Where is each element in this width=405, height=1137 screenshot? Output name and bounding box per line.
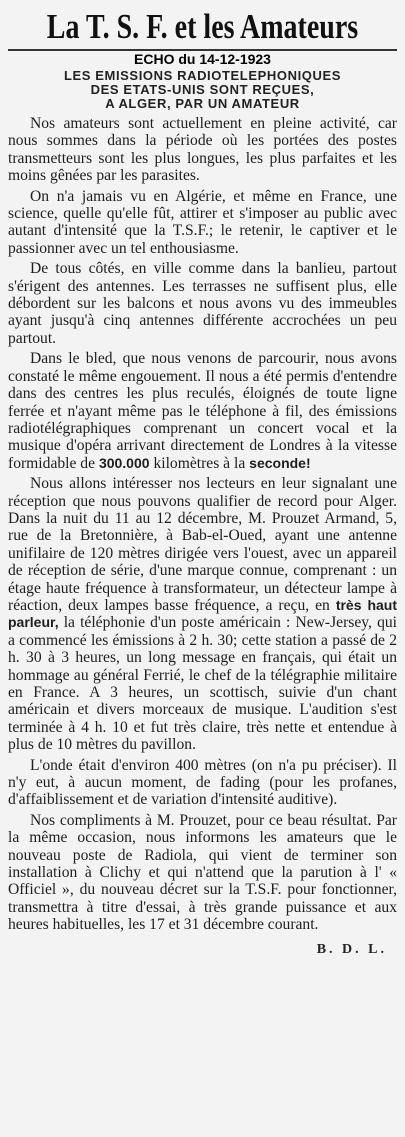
headline-line-2: DES ETATS-UNIS SONT REÇUES, [90, 82, 315, 97]
article-headline [8, 69, 397, 111]
paragraph-2: On n'a jamais vu en Algérie, et même en France, une science, quelle qu'elle fût, attirer et s'imposer au public avec autant d'intensité que la T.S.F.; le retenir, le captiver et le passionner avec un tel enthousiasme. [8, 187, 397, 257]
paragraph-6: L'onde était d'environ 400 mètres (on n'a pu préciser). Il n'y eut, à aucun moment, de fading (pour les profanes, d'affaiblissement et de variation d'intensité auditive). [8, 756, 397, 809]
masthead-title: La T. S. F. et les Amateurs [46, 7, 359, 46]
paragraph-4-text-a: Dans le bled, que nous venons de parcourir, nous avons constaté le même engouement. Il nous a été permis d'entendre dans des centres les plus reculés, éloignés de toute ligne ferrée et n'ayant même pas le téléphone à fil, des émissions radiotélégraphiques comprenant un concert vocal et la musique d'opéra arrivant directement de Londres à la vitesse formidable de [8, 350, 397, 472]
article-body [8, 115, 397, 934]
paragraph-7: Nos compliments à M. Prouzet, pour ce beau résultat. Par la même occasion, nous informons les amateurs que le nouveau poste de Radiola, qui vient de terminer son installation à Clichy et qui n'attend que la parution à l' « Officiel », du nouveau décret sur la T.S.F. pour fonctionner, transmettra à titre d'essai, à très grande puissance et aux heures habituelles, les 17 et 31 décembre courant. [8, 811, 397, 934]
loudspeaker-term: très haut parleur, [8, 596, 398, 631]
paragraph-1: Nos amateurs sont actuellement en pleine activité, car nous sommes dans la période où les portées des postes transmetteurs sont les plus longues, les plus parfaites et les moins gênées par les parasites. [8, 115, 397, 185]
paragraph-4 [8, 350, 397, 472]
speed-unit: seconde! [249, 454, 311, 471]
paragraph-3: De tous côtés, en ville comme dans la banlieu, partout s'érigent des antennes. Les terrasses ne suffisent plus, elle débordent sur les balcons et nous avons vu des immeubles ayant jusqu'à cinq antennes différente accrochées un peu partout. [8, 260, 397, 347]
dateline: ECHO du 14-12-1923 [134, 51, 271, 67]
paragraph-4-text-b: kilomètres à la [153, 454, 246, 472]
headline-line-1: LES EMISSIONS RADIOTELEPHONIQUES [63, 68, 342, 83]
headline-line-3: A ALGER, PAR UN AMATEUR [105, 96, 300, 111]
paragraph-5 [8, 475, 397, 754]
paragraph-5-text-b: la téléphonie d'un poste américain : New-Jersey, qui a commencé les émissions à 2 h. 30; cette station a passé de 2 h. 30 à 3 heures, un long message en français, qui était un hommage au général Ferrié, le chef de la télégraphie militaire en France. A 3 heures, un scottisch, suivie d'un chant américain et divers morceaux de musique. L'audition s'est terminée à 4 h. 10 et fut très claire, très nette et entendue à plus de 10 mètres du pavillon. [8, 614, 397, 754]
author-signature: B. D. L. [316, 941, 387, 957]
speed-figure: 300.000 [98, 454, 150, 471]
paragraph-5-text-a: Nous allons intéresser nos lecteurs en leur signalant une réception que nous pouvons qualifier de record pour Alger. Dans la nuit du 11 au 12 décembre, M. Prouzet Armand, 5, rue de la Bretonnière, à Bab-el-Oued, ayant une antenne unifilaire de 120 mètres dirigée vers l'ouest, avec un appareil de réception de série, d'une marque connue, comprenant : un étage haute fréquence à transformateur, un détecteur lampe à réaction, deux lampes basse fréquence, a reçu, en [8, 475, 397, 614]
